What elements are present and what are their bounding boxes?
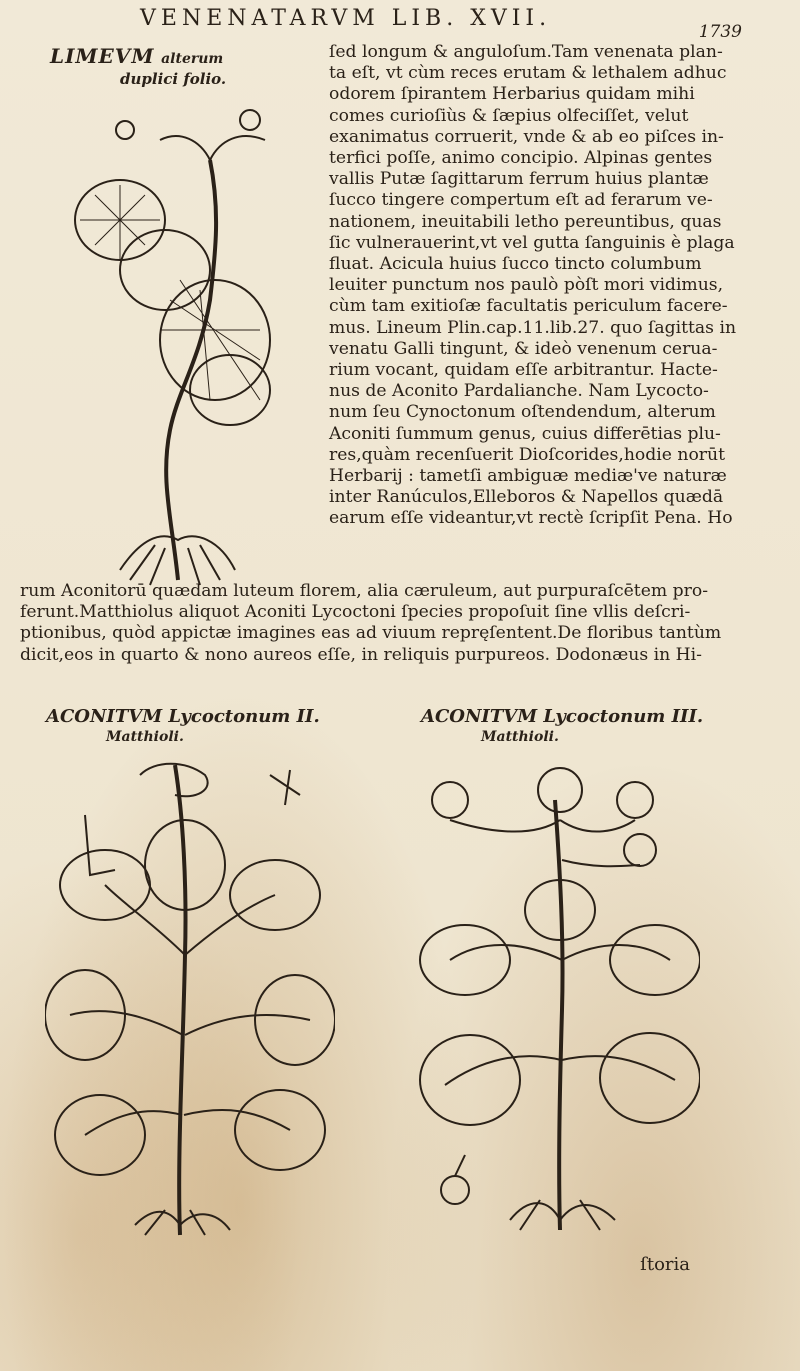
text-line: odorem ſpirantem Herbarius quidam mihi — [329, 84, 695, 105]
right-caption-author: Matthioli. — [481, 729, 559, 745]
top-caption-main: LIMEVM — [50, 44, 155, 68]
text-line: comes curioſiùs & ſæpius olfeciſſet, velut — [329, 105, 689, 126]
top-caption-sub: duplici folio. — [120, 70, 227, 88]
text-line: Aconiti ſummum genus, cuius differētias plu- — [329, 423, 721, 444]
text-line: ſic vulnerauerint,vt vel gutta ſanguinis è plaga — [329, 232, 735, 253]
left-figure-caption — [46, 707, 320, 747]
text-line: ta eſt, vt cùm reces erutam & lethalem adhuc — [329, 63, 727, 84]
text-line: exanimatus corruerit, vnde & ab eo piſces in- — [329, 126, 724, 147]
top-caption-alt: alterum — [161, 51, 224, 67]
text-line: inter Ranúculos,Elleboros & Napellos quædā — [329, 487, 724, 508]
top-figure-caption — [50, 46, 300, 89]
text-line: venatu Galli tingunt, & ideò venenum cerua- — [329, 338, 718, 359]
right-figure-caption — [421, 707, 703, 747]
text-line: ferunt.Matthiolus aliquot Aconiti Lycoctoni ſpecies propoſuit ſine vllis deſcri- — [20, 602, 691, 623]
text-line: res,quàm recenſuerit Dioſcorides,hodie norūt — [329, 444, 725, 465]
text-line: vallis Putæ ſagittarum ferrum huius plantæ — [329, 169, 709, 190]
limeum-woodcut-illustration — [60, 100, 290, 590]
full-width-text — [20, 581, 721, 666]
text-line: ptionibus, quòd appictæ imagines eas ad viuum repręſentent.De floribus tantùm — [20, 623, 722, 644]
catchword: ſtoria — [640, 1254, 690, 1275]
aconitum-iii-woodcut-illustration — [410, 760, 700, 1240]
text-line: leuiter punctum nos paulò pòſt mori vidimus, — [329, 275, 724, 296]
text-line: fluat. Acicula huius ſucco tincto columbum — [329, 254, 702, 275]
text-line: rum Aconitorū quædam luteum florem, alia cæruleum, aut purpuraſcētem pro- — [20, 581, 709, 601]
text-line: num ſeu Cynoctonum oſtendendum, alterum — [329, 402, 716, 423]
left-caption-title: ACONITVM Lycoctonum II. — [46, 706, 320, 727]
right-caption-title: ACONITVM Lycoctonum III. — [421, 706, 704, 727]
text-line: rium vocant, quidam eſſe arbitrantur. Hacte- — [329, 360, 718, 381]
text-line: cùm tam exitioſæ facultatis periculum facere- — [329, 296, 728, 317]
text-line: nationem, ineuitabili letho pereuntibus, quas — [329, 211, 722, 232]
aconitum-ii-woodcut-illustration — [45, 755, 335, 1245]
text-line: mus. Lineum Plin.cap.11.lib.27. quo ſagittas in — [329, 317, 737, 338]
text-line: nus de Aconito Pardalianche. Nam Lycocto- — [329, 381, 709, 402]
running-head: VENENATARVM LIB. XVII. — [140, 6, 552, 31]
text-line: dicit,eos in quarto & nono aureos eſſe, in reliquis purpureos. Dodonæus in Hi- — [20, 644, 702, 665]
text-line: ſucco tingere compertum eſt ad ferarum ve- — [329, 190, 713, 211]
page-number: 1739 — [698, 22, 742, 42]
left-caption-author: Matthioli. — [106, 729, 184, 745]
text-line: earum eſſe videantur,vt rectè ſcripſit Pena. Ho — [329, 508, 733, 529]
right-column-text — [329, 42, 736, 530]
text-line: terfici poſſe, animo concipio. Alpinas gentes — [329, 148, 713, 169]
text-line: ſed longum & anguloſum.Tam venenata plan- — [329, 42, 723, 62]
text-line: Herbarij : tametſi ambiguæ mediæ've naturæ — [329, 466, 727, 487]
